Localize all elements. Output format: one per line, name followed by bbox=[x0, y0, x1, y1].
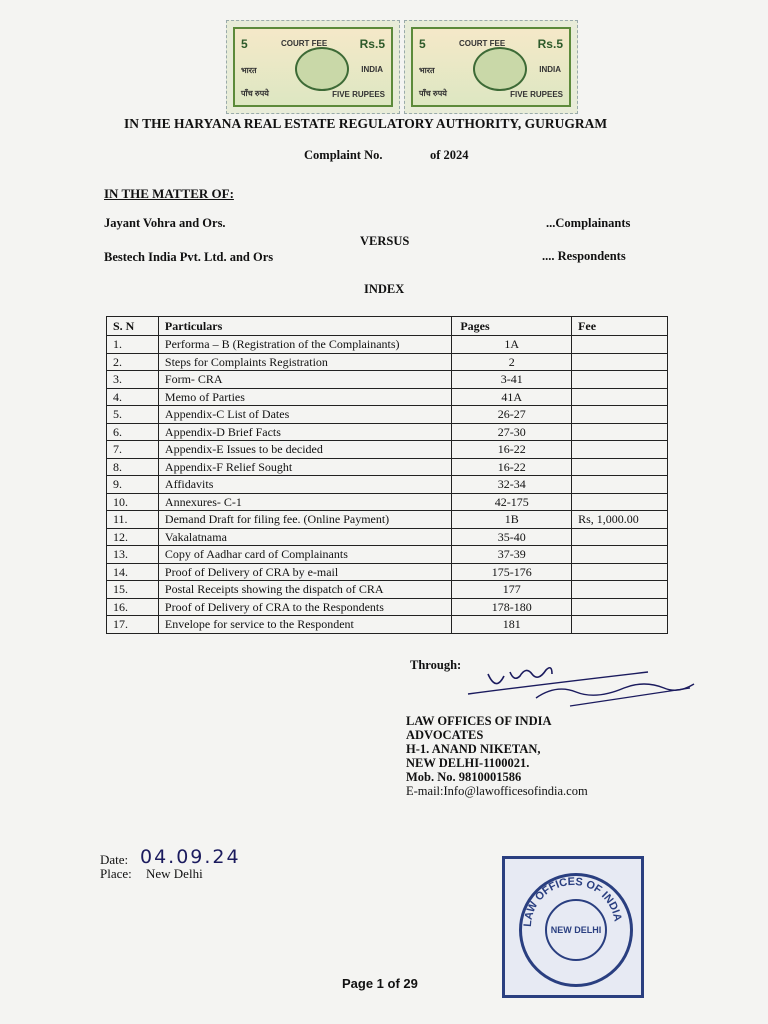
cell-sn: 14. bbox=[107, 563, 159, 581]
cell-particulars: Proof of Delivery of CRA to the Respondents bbox=[158, 598, 451, 616]
header-fee: Fee bbox=[572, 317, 668, 336]
cell-particulars: Proof of Delivery of CRA by e-mail bbox=[158, 563, 451, 581]
cell-particulars: Annexures- C-1 bbox=[158, 493, 451, 511]
place-label: Place: bbox=[100, 866, 132, 881]
cell-sn: 8. bbox=[107, 458, 159, 476]
cell-particulars: Appendix-D Brief Facts bbox=[158, 423, 451, 441]
table-row bbox=[107, 581, 668, 599]
table-row bbox=[107, 406, 668, 424]
cell-fee bbox=[572, 336, 668, 354]
cell-fee bbox=[572, 476, 668, 494]
table-row bbox=[107, 493, 668, 511]
table-header-row bbox=[107, 317, 668, 336]
complainant-name: Jayant Vohra and Ors. bbox=[104, 216, 226, 230]
date-label: Date: bbox=[100, 852, 129, 867]
cell-fee bbox=[572, 546, 668, 564]
cell-sn: 10. bbox=[107, 493, 159, 511]
cell-sn: 11. bbox=[107, 511, 159, 529]
cell-pages: 1B bbox=[452, 511, 572, 529]
cell-sn: 5. bbox=[107, 406, 159, 424]
svg-text:LAW OFFICES OF INDIA: LAW OFFICES OF INDIA bbox=[521, 875, 624, 928]
cell-pages: 175-176 bbox=[452, 563, 572, 581]
table-row bbox=[107, 616, 668, 634]
seal-center-text: NEW DELHI bbox=[545, 899, 607, 961]
complaint-number-label: Complaint No. bbox=[304, 148, 383, 162]
table-row bbox=[107, 528, 668, 546]
emblem-icon bbox=[473, 47, 527, 91]
cell-particulars: Appendix-C List of Dates bbox=[158, 406, 451, 424]
cell-fee bbox=[572, 528, 668, 546]
table-row bbox=[107, 336, 668, 354]
cell-pages: 2 bbox=[452, 353, 572, 371]
cell-particulars: Vakalatnama bbox=[158, 528, 451, 546]
table-row bbox=[107, 598, 668, 616]
complaint-year: of 2024 bbox=[430, 148, 469, 162]
cell-pages: 32-34 bbox=[452, 476, 572, 494]
cell-sn: 15. bbox=[107, 581, 159, 599]
table-row bbox=[107, 441, 668, 459]
cell-fee bbox=[572, 371, 668, 389]
cell-particulars: Demand Draft for filing fee. (Online Payment) bbox=[158, 511, 451, 529]
header-particulars: Particulars bbox=[158, 317, 451, 336]
court-fee-stamp-2: 5 Rs.5 COURT FEE भारत INDIA पाँच रुपये FIVE RUPEES bbox=[404, 20, 578, 114]
table-row bbox=[107, 388, 668, 406]
cell-sn: 2. bbox=[107, 353, 159, 371]
table-row bbox=[107, 423, 668, 441]
matter-heading: IN THE MATTER OF: bbox=[104, 186, 234, 201]
cell-fee bbox=[572, 353, 668, 371]
table-row bbox=[107, 353, 668, 371]
table-row bbox=[107, 563, 668, 581]
cell-sn: 7. bbox=[107, 441, 159, 459]
complainant-role: ...Complainants bbox=[546, 216, 631, 230]
page-number: Page 1 of 29 bbox=[342, 976, 418, 991]
cell-sn: 17. bbox=[107, 616, 159, 634]
cell-pages: 37-39 bbox=[452, 546, 572, 564]
cell-pages: 41A bbox=[452, 388, 572, 406]
advocate-city: NEW DELHI-1100021. bbox=[406, 756, 530, 770]
cell-particulars: Affidavits bbox=[158, 476, 451, 494]
place-value: New Delhi bbox=[146, 866, 203, 881]
cell-particulars: Appendix-E Issues to be decided bbox=[158, 441, 451, 459]
cell-sn: 3. bbox=[107, 371, 159, 389]
table-row bbox=[107, 371, 668, 389]
respondent-name: Bestech India Pvt. Ltd. and Ors bbox=[104, 250, 274, 264]
cell-particulars: Form- CRA bbox=[158, 371, 451, 389]
cell-pages: 42-175 bbox=[452, 493, 572, 511]
index-table bbox=[106, 316, 668, 634]
cell-particulars: Copy of Aadhar card of Complainants bbox=[158, 546, 451, 564]
cell-fee bbox=[572, 423, 668, 441]
cell-fee bbox=[572, 441, 668, 459]
advocate-street: H-1. ANAND NIKETAN, bbox=[406, 742, 541, 756]
index-title: INDEX bbox=[364, 282, 405, 296]
table-row bbox=[107, 458, 668, 476]
cell-particulars: Memo of Parties bbox=[158, 388, 451, 406]
cell-fee bbox=[572, 493, 668, 511]
advocate-address bbox=[406, 714, 588, 798]
table-row bbox=[107, 511, 668, 529]
emblem-icon bbox=[295, 47, 349, 91]
header-sn: S. N bbox=[107, 317, 159, 336]
cell-pages: 27-30 bbox=[452, 423, 572, 441]
cell-pages: 181 bbox=[452, 616, 572, 634]
cell-fee: Rs, 1,000.00 bbox=[572, 511, 668, 529]
cell-particulars: Performa – B (Registration of the Complainants) bbox=[158, 336, 451, 354]
table-row bbox=[107, 546, 668, 564]
cell-sn: 12. bbox=[107, 528, 159, 546]
cell-particulars: Envelope for service to the Respondent bbox=[158, 616, 451, 634]
cell-sn: 13. bbox=[107, 546, 159, 564]
cell-fee bbox=[572, 458, 668, 476]
office-seal bbox=[502, 856, 644, 998]
court-fee-stamp-1: 5 Rs.5 COURT FEE भारत INDIA पाँच रुपये FIVE RUPEES bbox=[226, 20, 400, 114]
cell-particulars: Appendix-F Relief Sought bbox=[158, 458, 451, 476]
date-value: 04.09.24 bbox=[140, 846, 241, 868]
cell-fee bbox=[572, 616, 668, 634]
versus-label: VERSUS bbox=[360, 234, 410, 248]
cell-fee bbox=[572, 406, 668, 424]
cell-fee bbox=[572, 388, 668, 406]
cell-particulars: Steps for Complaints Registration bbox=[158, 353, 451, 371]
cell-sn: 16. bbox=[107, 598, 159, 616]
header-pages: Pages bbox=[452, 317, 572, 336]
cell-sn: 4. bbox=[107, 388, 159, 406]
table-row bbox=[107, 476, 668, 494]
cell-sn: 6. bbox=[107, 423, 159, 441]
cell-pages: 16-22 bbox=[452, 458, 572, 476]
cell-pages: 1A bbox=[452, 336, 572, 354]
cell-fee bbox=[572, 598, 668, 616]
cell-pages: 3-41 bbox=[452, 371, 572, 389]
advocate-mobile: Mob. No. 9810001586 bbox=[406, 770, 522, 784]
cell-pages: 177 bbox=[452, 581, 572, 599]
cell-particulars: Postal Receipts showing the dispatch of CRA bbox=[158, 581, 451, 599]
cell-pages: 26-27 bbox=[452, 406, 572, 424]
advocate-firm: LAW OFFICES OF INDIA bbox=[406, 714, 552, 728]
cell-fee bbox=[572, 563, 668, 581]
cell-sn: 9. bbox=[107, 476, 159, 494]
respondent-role: .... Respondents bbox=[542, 249, 626, 263]
through-label: Through: bbox=[410, 658, 462, 672]
cell-fee bbox=[572, 581, 668, 599]
cell-pages: 35-40 bbox=[452, 528, 572, 546]
cell-sn: 1. bbox=[107, 336, 159, 354]
advocate-email: E-mail:Info@lawofficesofindia.com bbox=[406, 784, 588, 798]
advocate-title: ADVOCATES bbox=[406, 728, 484, 742]
cell-pages: 16-22 bbox=[452, 441, 572, 459]
cell-pages: 178-180 bbox=[452, 598, 572, 616]
authority-heading: IN THE HARYANA REAL ESTATE REGULATORY AUTHORITY, GURUGRAM bbox=[124, 116, 608, 131]
